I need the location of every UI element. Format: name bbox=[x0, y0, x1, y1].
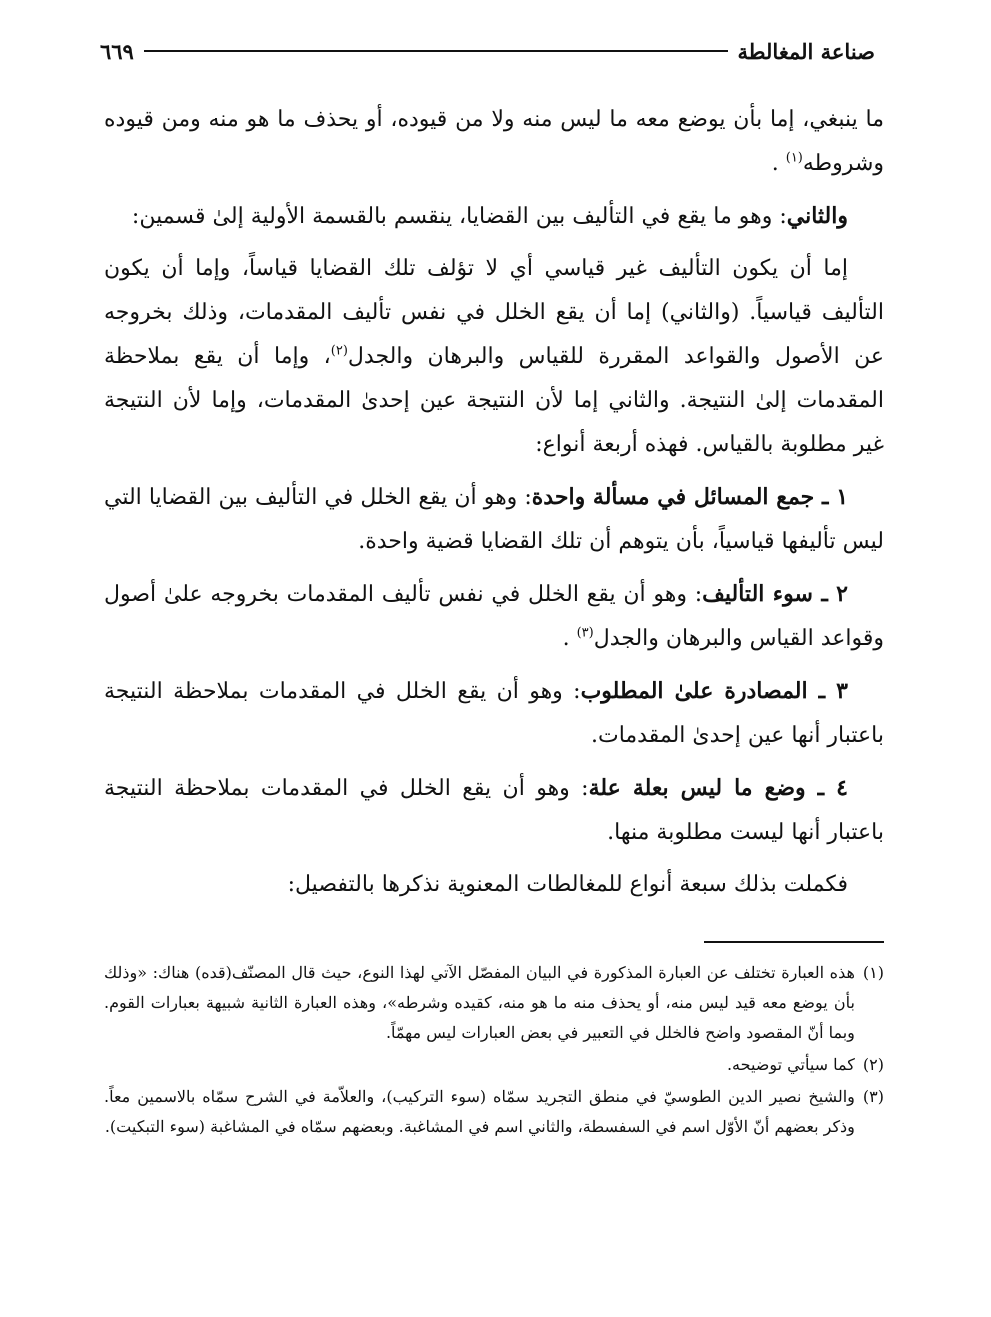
item-text: : وهو أن يقع الخلل في التأليف بين القضايا التي ليس تأليفها قياسياً، بأن يتوهم أن تلك القضايا قضية واحدة. bbox=[104, 485, 884, 554]
paragraph-text: إما أن يكون التأليف غير قياسي أي لا تؤلف تلك القضايا قياساً، وإما أن يكون التأليف قياسياً. (والثاني) إما أن يقع الخلل في نفس تأليف المقدمات، وذلك بخروجه عن الأصول والقواعد المقررة للقياس والبرهان والجدل bbox=[104, 256, 885, 369]
item-heading: ٤ ـ وضع ما ليس بعلة علة bbox=[588, 775, 848, 801]
footnote-ref: (٣) bbox=[576, 625, 594, 641]
list-item bbox=[104, 766, 884, 855]
footnote-number: (٢) bbox=[862, 1055, 884, 1074]
running-header bbox=[100, 34, 875, 68]
paragraph-tail: . bbox=[771, 151, 786, 176]
paragraph bbox=[104, 247, 884, 467]
footnote-separator bbox=[704, 941, 884, 943]
paragraph-lead: والثاني bbox=[786, 203, 848, 229]
list-item bbox=[104, 669, 884, 758]
item-text: : وهو أن يقع الخلل في المقدمات بملاحظة النتيجة باعتبار أنها ليست مطلوبة منها. bbox=[104, 776, 884, 845]
footnote-text: والشيخ نصير الدين الطوسيّ في منطق التجريد سمّاه (سوء التركيب)، والعلاّمة في الشرح سمّاه بالاسمين معاً. وذكر بعضهم أنّ الأوّل اسم في السفسطة، والثاني اسم في المشاغبة. وبعضهم سمّاه في المشاغبة (سوء التبكيت). bbox=[104, 1087, 855, 1136]
paragraph-text: ما ينبغي، إما بأن يوضع معه ما ليس منه ولا من قيوده، أو يحذف ما هو منه ومن قيوده وشروطه bbox=[104, 107, 884, 176]
footnote bbox=[104, 1082, 884, 1142]
footnote-text: كما سيأتي توضيحه. bbox=[726, 1055, 855, 1074]
item-tail: . bbox=[562, 626, 577, 651]
item-heading: ١ ـ جمع المسائل في مسألة واحدة bbox=[531, 484, 849, 510]
chapter-title: صناعة المغالطة bbox=[737, 38, 875, 64]
item-heading: ٢ ـ سوء التأليف bbox=[702, 581, 848, 607]
footnote bbox=[104, 958, 884, 1048]
paragraph bbox=[104, 98, 884, 186]
item-heading: ٣ ـ المصادرة علىٰ المطلوب bbox=[580, 678, 848, 704]
paragraph-text: : وهو ما يقع في التأليف بين القضايا، ينقسم بالقسمة الأولية إلىٰ قسمين: bbox=[131, 204, 787, 229]
item-text: : وهو أن يقع الخلل في المقدمات بملاحظة النتيجة باعتبار أنها عين إحدىٰ المقدمات. bbox=[104, 679, 884, 748]
list-item bbox=[104, 475, 884, 564]
paragraph-text: ، وإما أن يقع بملاحظة المقدمات إلىٰ النتيجة. والثاني إما لأن النتيجة عين إحدىٰ المقدمات، وإما لأن النتيجة غير مطلوبة بالقياس. فهذه أربعة أنواع: bbox=[104, 344, 884, 457]
paragraph bbox=[104, 863, 884, 907]
item-text: : وهو أن يقع الخلل في نفس تأليف المقدمات بخروجه علىٰ أصول وقواعد القياس والبرهان والجدل bbox=[104, 582, 884, 651]
footnote bbox=[104, 1050, 884, 1080]
footnote-number: (١) bbox=[862, 963, 884, 982]
footnote-number: (٣) bbox=[862, 1087, 884, 1106]
footnotes bbox=[104, 958, 884, 1144]
footnote-ref: (٢) bbox=[330, 343, 348, 359]
list-item bbox=[104, 572, 884, 661]
footnote-ref: (١) bbox=[785, 150, 803, 166]
paragraph bbox=[104, 194, 884, 239]
paragraph-text: فكملت بذلك سبعة أنواع للمغالطات المعنوية نذكرها بالتفصيل: bbox=[287, 872, 848, 897]
header-rule bbox=[144, 50, 728, 52]
main-text bbox=[104, 98, 884, 915]
footnote-text: هذه العبارة تختلف عن العبارة المذكورة في البيان المفصّل الآتي لهذا النوع، حيث قال المصنّف(قده) هناك: «وذلك بأن يوضع معه قيد ليس منه، أو يحذف منه ما هو منه، كقيده وشرطه»، وهذه العبارة الثانية شبيهة بعبارات القوم. وبما أنّ المقصود واضح فالخلل في التعبير في بعض العبارات ليس مهمّاً. bbox=[104, 963, 855, 1042]
page-number: ٦٦٩ bbox=[100, 38, 134, 64]
